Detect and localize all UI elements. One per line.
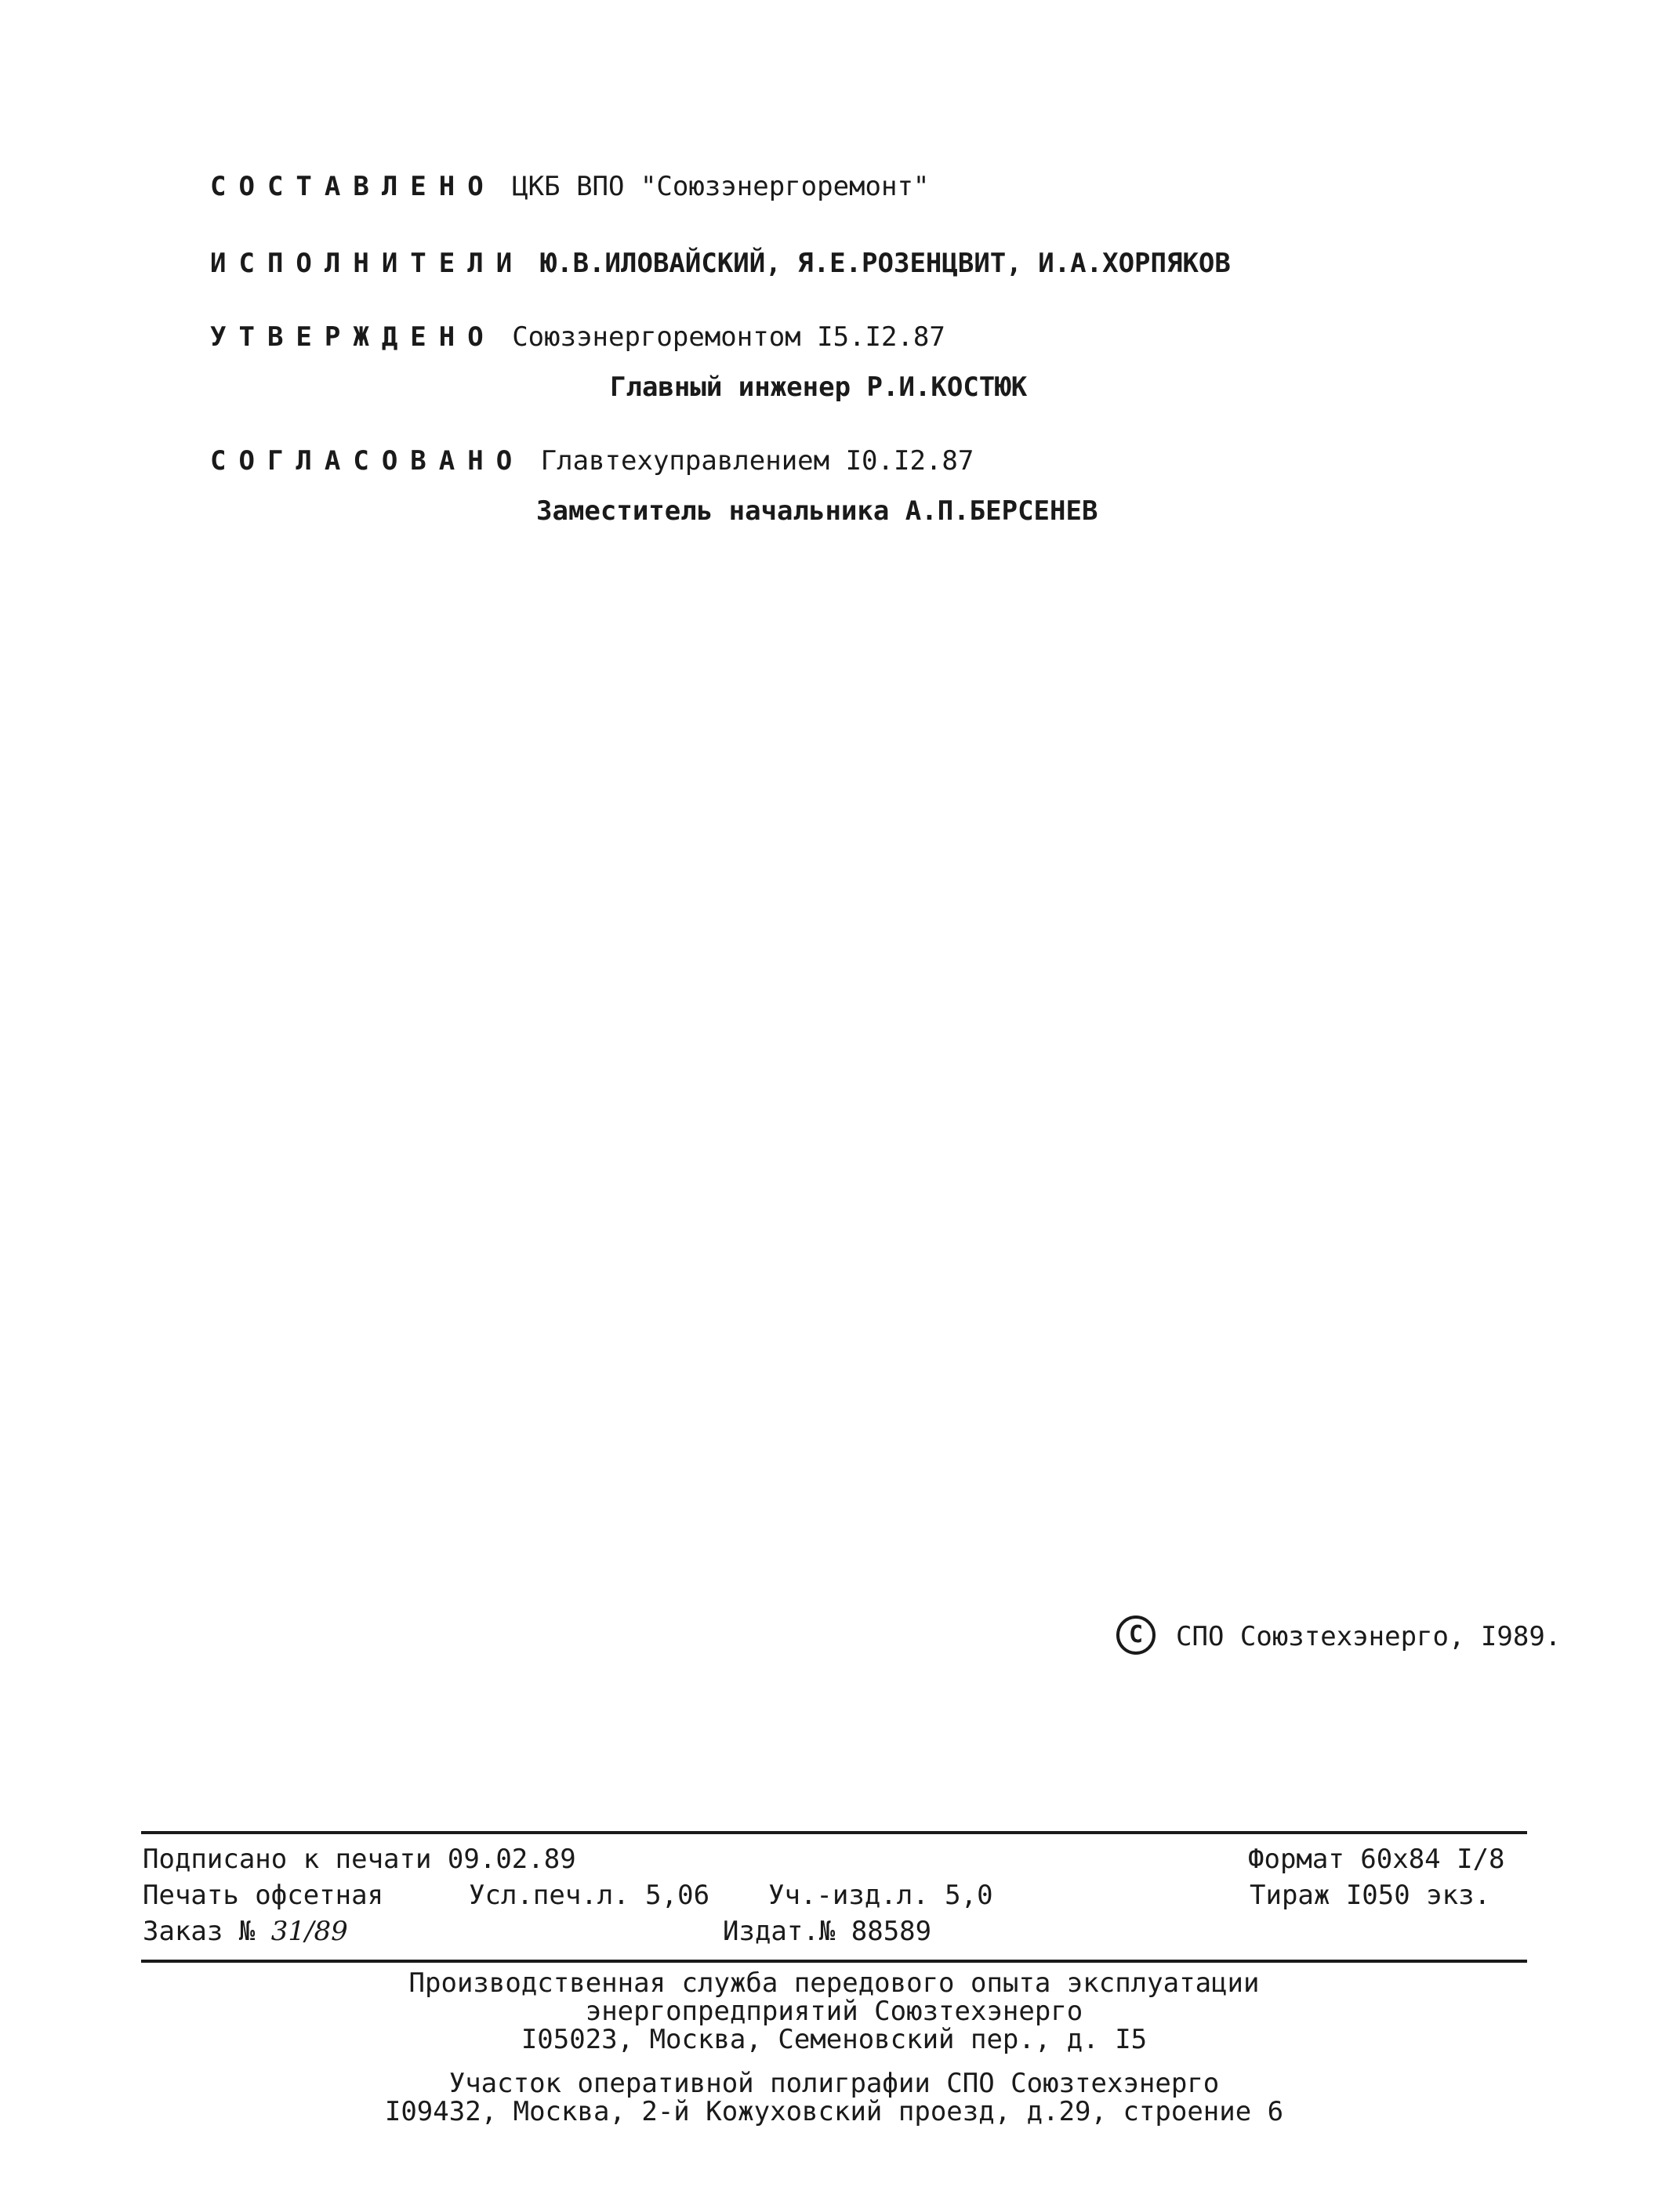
imprint-bottom-rule xyxy=(141,1960,1527,1963)
performers-value: Ю.В.ИЛОВАЙСКИЙ, Я.Е.РОЗЕНЦВИТ, И.А.ХОРПЯКОВ xyxy=(540,248,1231,279)
approved-value: Союзэнергоремонтом I5.I2.87 xyxy=(512,321,945,353)
tirazh: Тираж I050 экз. xyxy=(1250,1880,1491,1911)
publisher-line-2: энергопредприятий Союзтехэнерго xyxy=(585,1996,1083,2027)
order-label: Заказ № xyxy=(143,1916,256,1947)
printer-line-1: Участок оперативной полиграфии СПО Союзтехэнерго xyxy=(448,2068,1220,2099)
izdat: Издат.№ 88589 xyxy=(723,1916,932,1947)
compiled-label: СОСТАВЛЕНО xyxy=(210,171,496,202)
agreed-row xyxy=(210,445,974,477)
print-type: Печать офсетная xyxy=(143,1880,384,1911)
format: Формат 60х84 I/8 xyxy=(1248,1844,1505,1875)
publisher-line-1: Производственная служба передового опыта эксплуатации xyxy=(408,1967,1260,1999)
printer-address: I09432, Москва, 2-й Кожуховский проезд, д.29, строение 6 xyxy=(384,2096,1284,2127)
agreed-value: Главтехуправлением I0.I2.87 xyxy=(540,445,974,477)
signed-to-print: Подписано к печати 09.02.89 xyxy=(143,1844,576,1875)
performers-label: ИСПОЛНИТЕЛИ xyxy=(210,248,525,279)
publisher-address: I05023, Москва, Семеновский пер., д. I5 xyxy=(521,2024,1148,2055)
agreed-label: СОГЛАСОВАНО xyxy=(210,445,525,477)
approved-signer: Главный инженер Р.И.КОСТЮК xyxy=(610,372,1028,403)
compiled-row xyxy=(210,171,929,202)
performers-row xyxy=(210,248,1231,279)
agreed-signer: Заместитель начальника А.П.БЕРСЕНЕВ xyxy=(536,495,1098,527)
copyright-icon: C xyxy=(1116,1615,1156,1655)
uch-izd: Уч.-изд.л. 5,0 xyxy=(768,1880,993,1911)
copyright-text: СПО Союзтехэнерго, I989. xyxy=(1176,1621,1562,1652)
order-row xyxy=(143,1916,348,1947)
usl-pech: Усл.печ.л. 5,06 xyxy=(469,1880,710,1911)
approved-row xyxy=(210,321,945,353)
approved-label: УТВЕРЖДЕНО xyxy=(210,321,496,353)
compiled-value: ЦКБ ВПО "Союзэнергоремонт" xyxy=(512,171,930,202)
order-number: 31/89 xyxy=(270,1916,348,1947)
imprint-top-rule xyxy=(141,1831,1527,1834)
